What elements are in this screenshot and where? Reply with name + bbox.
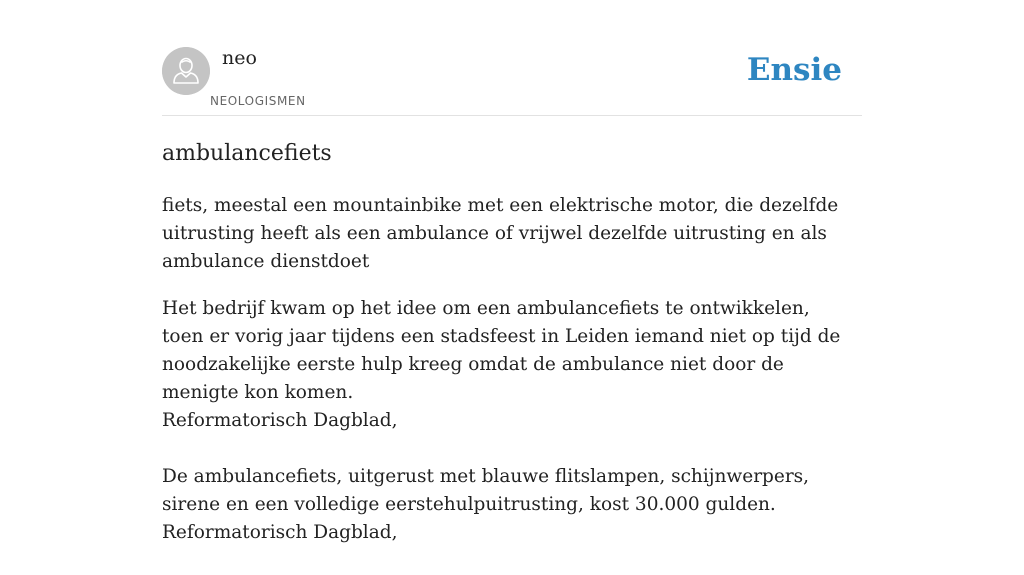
username-link[interactable]: neo [222, 47, 257, 69]
header [162, 0, 862, 116]
example-quote: Het bedrijf kwam op het idee om een ambulancefiets te ontwikkelen, toen er vorig jaar tijdens een stadsfeest in Leiden iemand niet op tijd de noodzakelijke eerste hulp kreeg omdat de ambulance niet door de menigte kon komen. [162, 298, 841, 403]
example-source: Reformatorisch Dagblad, [162, 410, 398, 431]
user-avatar-icon [162, 47, 210, 95]
page [162, 0, 862, 543]
ensie-logo[interactable]: Ensie [746, 52, 842, 88]
example-source: Reformatorisch Dagblad, [162, 522, 398, 543]
user-avatar[interactable] [162, 47, 210, 95]
entry-definition: fiets, meestal een mountainbike met een elektrische motor, die dezelfde uitrusting heeft als een ambulance of vrijwel dezelfde uitrusting en als ambulance dienstdoet [162, 195, 839, 272]
entry-term: ambulancefiets [162, 141, 332, 166]
example-item [162, 463, 852, 547]
category-label[interactable]: NEOLOGISMEN [210, 94, 306, 108]
example-quote: De ambulancefiets, uitgerust met blauwe flitslampen, schijnwerpers, sirene en een volledige eerstehulpuitrusting, kost 30.000 gulden. [162, 466, 810, 515]
example-item [162, 295, 852, 435]
examples-list [162, 295, 852, 575]
